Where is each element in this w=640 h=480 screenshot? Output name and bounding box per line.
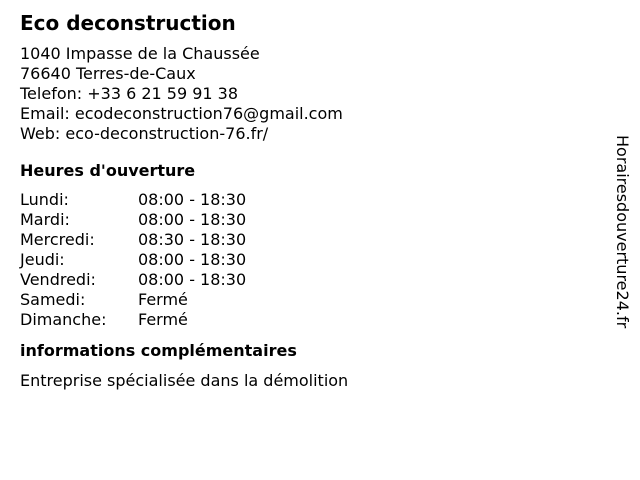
day-label: Dimanche: bbox=[20, 310, 107, 329]
day-label: Samedi: bbox=[20, 290, 86, 309]
address-city: 76640 Terres-de-Caux bbox=[20, 64, 196, 83]
side-brand-watermark: Horairesdouverture24.fr bbox=[613, 135, 632, 329]
time-value: 08:00 - 18:30 bbox=[138, 270, 247, 289]
time-value: 08:00 - 18:30 bbox=[138, 190, 247, 209]
address-block bbox=[20, 44, 600, 144]
time-value: 08:00 - 18:30 bbox=[138, 250, 247, 269]
time-value: 08:30 - 18:30 bbox=[138, 230, 247, 249]
hours-title: Heures d'ouverture bbox=[20, 161, 196, 180]
hours-row-tuesday bbox=[20, 210, 600, 230]
hours-row-friday bbox=[20, 270, 600, 290]
web-line: Web: eco-deconstruction-76.fr/ bbox=[20, 124, 269, 143]
day-label: Mardi: bbox=[20, 210, 70, 229]
day-label: Mercredi: bbox=[20, 230, 95, 249]
day-label: Jeudi: bbox=[20, 250, 65, 269]
day-label: Lundi: bbox=[20, 190, 69, 209]
phone-line: Telefon: +33 6 21 59 91 38 bbox=[20, 84, 239, 103]
info-title: informations complémentaires bbox=[20, 341, 297, 360]
business-card bbox=[20, 10, 600, 391]
address-street: 1040 Impasse de la Chaussée bbox=[20, 44, 260, 63]
time-value: Fermé bbox=[138, 290, 188, 309]
info-text: Entreprise spécialisée dans la démolition bbox=[20, 371, 349, 390]
hours-row-saturday bbox=[20, 290, 600, 310]
email-line: Email: ecodeconstruction76@gmail.com bbox=[20, 104, 343, 123]
hours-row-thursday bbox=[20, 250, 600, 270]
day-label: Vendredi: bbox=[20, 270, 96, 289]
hours-row-wednesday bbox=[20, 230, 600, 250]
time-value: Fermé bbox=[138, 310, 188, 329]
business-name: Eco deconstruction bbox=[20, 11, 236, 35]
hours-row-monday bbox=[20, 190, 600, 210]
hours-row-sunday bbox=[20, 310, 600, 330]
hours-table bbox=[20, 190, 600, 330]
time-value: 08:00 - 18:30 bbox=[138, 210, 247, 229]
